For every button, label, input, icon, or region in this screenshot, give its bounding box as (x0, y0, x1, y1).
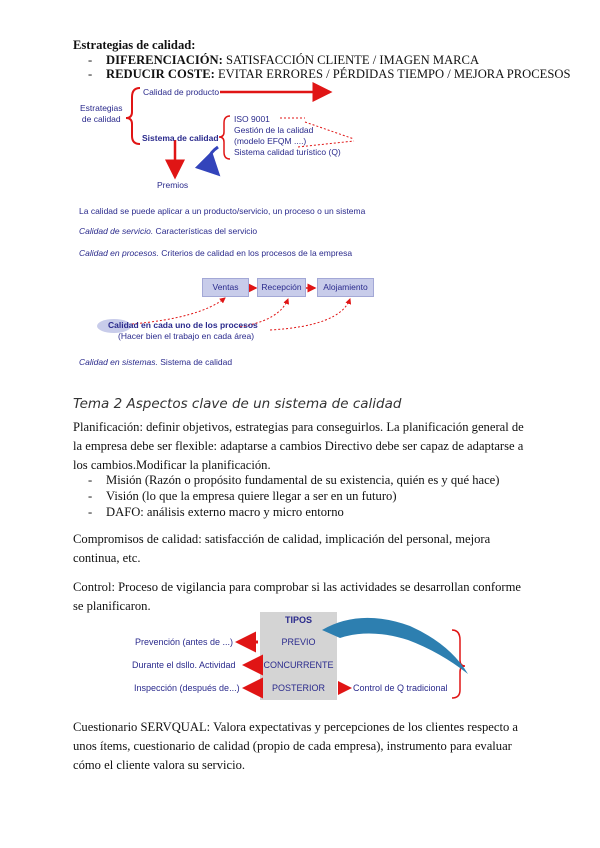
system-brace (219, 116, 230, 159)
compromisos-paragraph: Compromisos de calidad: satisfacción de calidad, implicación del personal, mejora continua, etc. (73, 532, 491, 565)
system-item: (modelo EFQM ....) (234, 136, 307, 146)
planificacion-paragraph: Planificación: definir objetivos, estrategias para conseguirlos. La planificación general de la empresa debe ser flexible: adaptarse a cambios Directivo debe ser capaz de adaptarse a los cambios.Modificar la planificación. (73, 420, 524, 472)
tipos-concurrente: CONCURRENTE (260, 654, 337, 678)
root-label-line: de calidad (81, 114, 121, 124)
tema-title: Tema 2 Aspectos clave de un sistema de calidad (73, 396, 402, 412)
premios-label: Premios (157, 180, 189, 190)
system-item: Sistema calidad turístico (Q) (234, 147, 341, 157)
system-items (234, 114, 341, 158)
process-links (0, 270, 600, 350)
system-item: Gestión de la calidad (234, 125, 314, 135)
tipos-label-prevencion: Prevención (antes de ...) (135, 637, 234, 647)
tipos-posterior: POSTERIOR (260, 678, 337, 700)
sistemas-italic: Calidad en sistemas. (79, 357, 158, 367)
bullet-text: Misión (Razón o propósito fundamental de su existencia, quién es y qué hace) (106, 473, 500, 487)
swoosh-icon (322, 618, 468, 674)
root-label (80, 103, 123, 125)
apply-italic: Calidad en procesos. (79, 248, 159, 258)
tipos-label-durante: Durante el dsllo. Actividad (132, 660, 236, 670)
process-quality-note (108, 320, 258, 342)
strategy-item-bold: REDUCIR COSTE: (106, 67, 215, 81)
strategy-item-text: SATISFACCIÓN CLIENTE / IMAGEN MARCA (222, 53, 480, 67)
servqual-paragraph: Cuestionario SERVQUAL: Valora expectativas y percepciones de los clientes respecto a unos ítems, cuestionario de calidad (propio de cada empresa), instrumento para evaluar cómo el cliente valora su servicio. (73, 720, 518, 772)
dotted-link (270, 299, 350, 330)
system-item: ISO 9001 (234, 114, 270, 124)
apply-text: Características del servicio (153, 226, 258, 236)
apply-line-2 (79, 226, 257, 236)
strategy-item-text: EVITAR ERRORES / PÉRDIDAS TIEMPO / MEJORA PROCESOS (214, 67, 571, 81)
bullet-text: Visión (lo que la empresa quiere llegar a ser en un futuro) (106, 489, 397, 503)
tipos-header: TIPOS (260, 612, 337, 632)
apply-italic: Calidad de servicio. (79, 226, 154, 236)
apply-line-3 (79, 248, 352, 258)
sistemas-line (79, 357, 232, 367)
bullet-text: DAFO: análisis externo macro y micro entorno (106, 505, 344, 519)
cycle-arrow-icon (209, 147, 218, 170)
tipos-label-inspeccion: Inspección (después de...) (134, 683, 240, 693)
control-paragraph: Control: Proceso de vigilancia para comprobar si las actividades se desarrollan conforme se planificaron. (73, 580, 521, 613)
apply-text: Criterios de calidad en los procesos de la empresa (158, 248, 353, 258)
strategy-item-bold: DIFERENCIACIÓN: (106, 53, 223, 67)
tipos-previo: PREVIO (260, 632, 337, 654)
main-brace (126, 88, 140, 144)
branch-system: Sistema de calidad (142, 133, 219, 143)
tipos-diagram (0, 600, 600, 710)
flow-box-alojamiento: Alojamiento (317, 278, 374, 297)
branch-product: Calidad de producto (143, 87, 220, 97)
strategies-heading: Estrategias de calidad: (73, 38, 196, 52)
flow-box-recepcion: Recepción (257, 278, 306, 297)
process-quality-line2: (Hacer bien el trabajo en cada área) (118, 331, 255, 341)
process-quality-line1: Calidad en cada uno de los procesos (108, 320, 258, 330)
apply-line-1: La calidad se puede aplicar a un producto/servicio, un proceso o un sistema (79, 206, 366, 216)
root-label-line: Estrategias (80, 103, 123, 113)
tipos-label-tradicional: Control de Q tradicional (353, 683, 448, 693)
flow-box-ventas: Ventas (202, 278, 249, 297)
sistemas-text: Sistema de calidad (157, 357, 233, 367)
